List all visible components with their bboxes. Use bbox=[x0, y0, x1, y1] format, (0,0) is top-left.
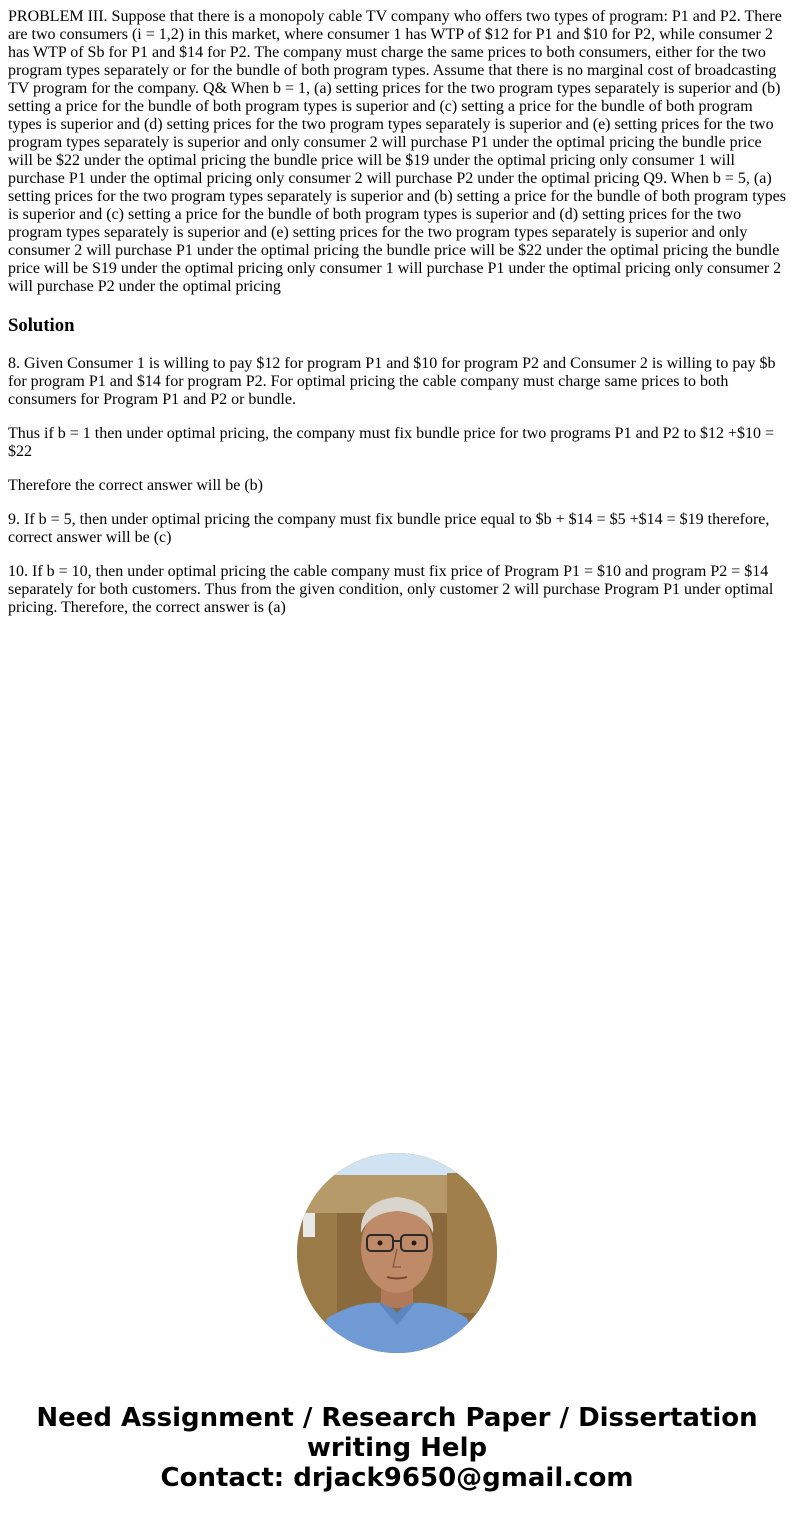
author-portrait-image bbox=[297, 1153, 497, 1353]
footer-line-contact-email: Contact: drjack9650@gmail.com bbox=[160, 1463, 634, 1493]
solution-paragraph-q8: 8. Given Consumer 1 is willing to pay $12 for program P1 and $10 for program P2 and Consumer 2 is willing to pay $b for program P1 and $14 for program P2. For optimal pricing the cable company must charge same prices to both consumers for Program P1 and P2 or bundle. bbox=[8, 355, 776, 408]
footer-contact-banner bbox=[0, 1403, 794, 1493]
footer-line-assignment-help: Need Assignment / Research Paper / Dissertation bbox=[36, 1403, 758, 1433]
problem-statement: PROBLEM III. Suppose that there is a monopoly cable TV company who offers two types of program: P1 and P2. There are two consumers (i = 1,2) in this market, where consumer 1 has WTP of $12 for P1 and $10 for P2, while consumer 2 has WTP of Sb for P1 and $14 for P2. The company must charge the same prices to both consumers, either for the two program types separately or for the bundle of both program types. Assume that there is no marginal cost of broadcasting TV program for the company. Q& When b = 1, (a) setting prices for the two program types separately is superior and (b) setting a price for the bundle of both program types is superior and (c) setting a price for the bundle of both program types is superior and (d) setting prices for the two program types separately is superior and (e) setting prices for the two program types separately is superior and only consumer 2 will purchase P1 under the optimal pricing the bundle price will be $22 under the optimal pricing the bundle price will be $19 under the optimal pricing only consumer 1 will purchase P1 under the optimal pricing only consumer 2 will purchase P2 under the optimal pricing Q9. When b = 5, (a) setting prices for the two program types separately is superior and (b) setting a price for the bundle of both program types is superior and (c) setting a price for the bundle of both program types is superior and (d) setting prices for the two program types separately is superior and (e) setting prices for the two program types separately is superior and only consumer 2 will purchase P1 under the optimal pricing the bundle price will be $22 under the optimal pricing the bundle price will be S19 under the optimal pricing only consumer 1 will purchase P1 under the optimal pricing only consumer 2 will purchase P2 under the optimal pricing bbox=[8, 8, 786, 295]
author-avatar bbox=[297, 1153, 497, 1353]
solution-paragraph-q9: 9. If b = 5, then under optimal pricing the company must fix bundle price equal to $b + $14 = $5 +$14 = $19 therefore, correct answer will be (c) bbox=[8, 511, 770, 546]
solution-paragraph-bundle-price: Thus if b = 1 then under optimal pricing, the company must fix bundle price for two programs P1 and P2 to $12 +$10 = $22 bbox=[8, 425, 775, 460]
solution-paragraph-answer-b: Therefore the correct answer will be (b) bbox=[8, 477, 263, 494]
solution-paragraph-q10: 10. If b = 10, then under optimal pricing the cable company must fix price of Program P1 = $10 and program P2 = $14 separately for both customers. Thus from the given condition, only customer 2 will purchase Program P1 under optimal pricing. Therefore, the correct answer is (a) bbox=[8, 563, 774, 616]
solution-heading: Solution bbox=[8, 315, 75, 336]
footer-line-writing-help: writing Help bbox=[306, 1433, 488, 1463]
document-body bbox=[0, 0, 794, 617]
